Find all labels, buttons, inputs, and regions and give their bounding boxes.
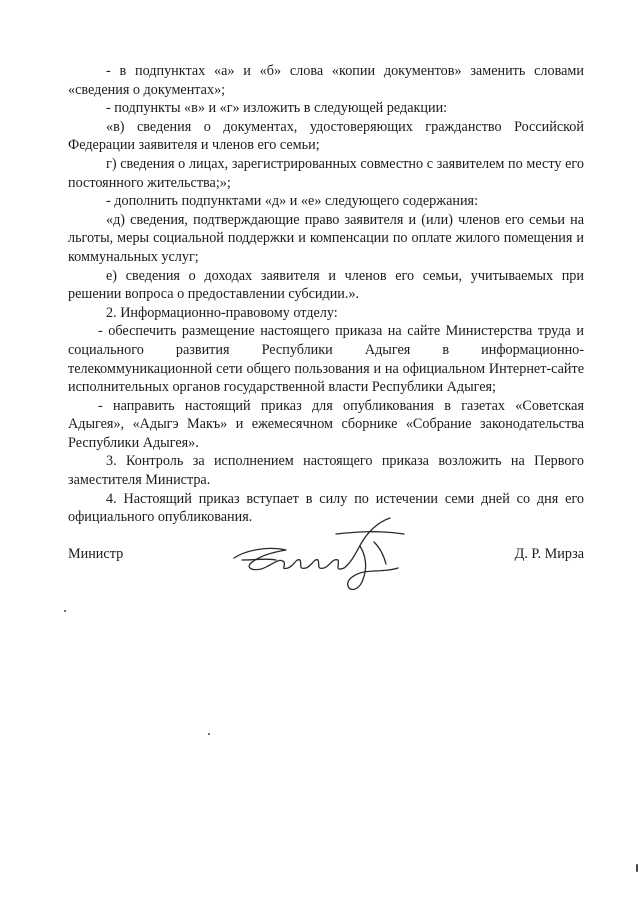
paragraph-amend-v-g-intro: - подпункты «в» и «г» изложить в следующей редакции: xyxy=(106,100,448,117)
paragraph-amend-a-b: - в подпунктах «а» и «б» слова «копии документов» заменить словами «сведения о документах»; xyxy=(68,63,584,98)
paragraph-item-4: 4. Настоящий приказ вступает в силу по истечении семи дней со дня его официального опубликования. xyxy=(68,490,584,526)
paragraph-subitem-v: «в) сведения о документах, удостоверяющих гражданство Российской Федерации заявителя и членов его семьи; xyxy=(68,118,584,154)
scan-speck xyxy=(208,733,210,735)
scan-speck xyxy=(64,610,66,612)
paragraph-item-2: 2. Информационно-правовому отделу: xyxy=(106,304,338,321)
scan-speck xyxy=(636,864,638,872)
paragraph-subitem-e: е) сведения о доходах заявителя и членов его семьи, учитываемых при решении вопроса о предоставлении субсидии.». xyxy=(68,267,584,303)
handwritten-signature xyxy=(228,512,424,596)
paragraph-item-2-publish-press: - направить настоящий приказ для опубликования в газетах «Советская Адыгея», «Адыгэ Макъ» и ежемесячном сборнике «Собрание законодательства Республики Адыгея». xyxy=(68,397,584,451)
paragraph-add-d-e-intro: - дополнить подпунктами «д» и «е» следующего содержания: xyxy=(106,193,479,210)
document-body xyxy=(68,62,584,527)
paragraph-item-3: 3. Контроль за исполнением настоящего приказа возложить на Первого заместителя Министра. xyxy=(68,453,584,489)
signatory-name: Д. Р. Мирза xyxy=(514,546,584,562)
paragraph-subitem-d: «д) сведения, подтверждающие право заявителя и (или) членов его семьи на льготы, меры социальной поддержки и компенсации по оплате жилого помещения и коммунальных услуг; xyxy=(68,211,584,265)
signature-block xyxy=(68,538,584,608)
paragraph-subitem-g: г) сведения о лицах, зарегистрированных совместно с заявителем по месту его постоянного жительства;»; xyxy=(68,155,584,191)
paragraph-item-2-publish-site: - обеспечить размещение настоящего приказа на сайте Министерства труда и социального развития Республики Адыгея в информационно-телекоммуникационной сети общего пользования и на официальном Интернет-сайте исполнительных органов государственной власти Республики Адыгея; xyxy=(68,323,584,396)
signatory-position: Министр xyxy=(68,546,124,562)
